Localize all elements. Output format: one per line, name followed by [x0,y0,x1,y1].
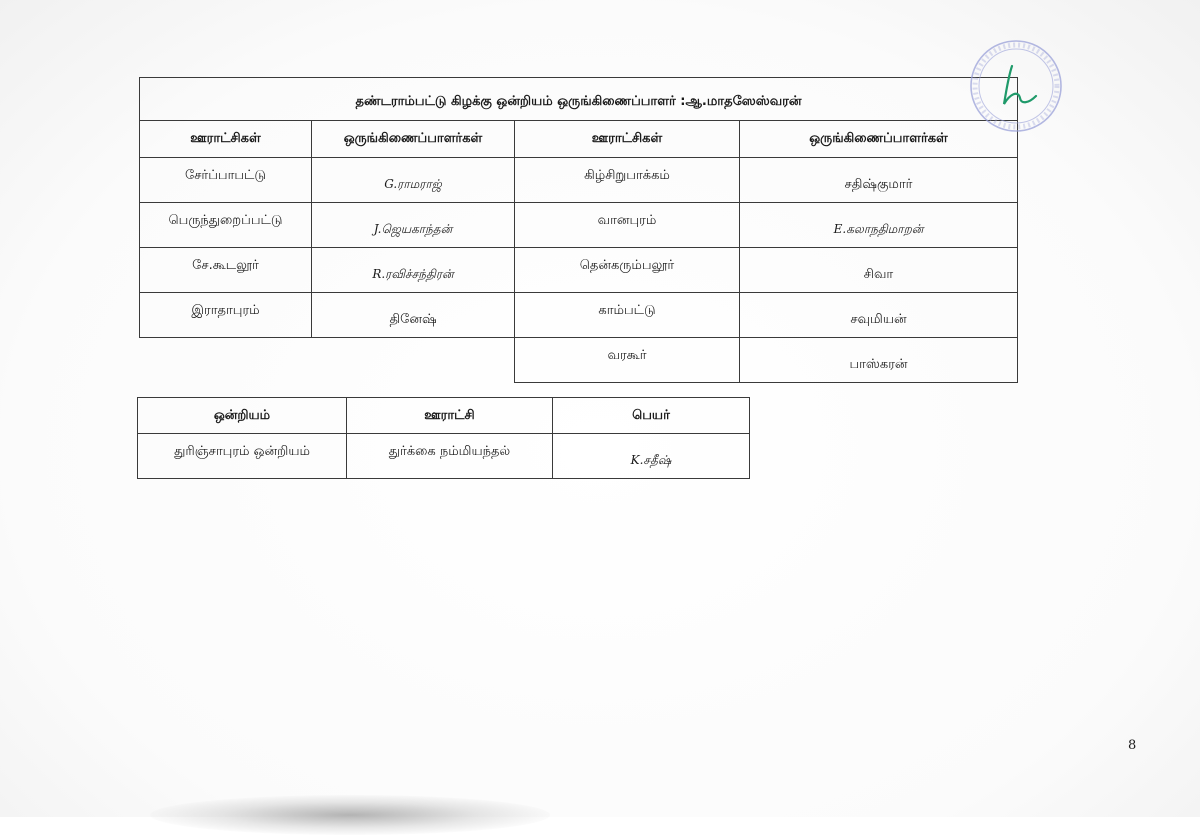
scan-shadow [150,795,550,835]
page-number: 8 [1128,738,1137,753]
column-header: பெயர் [553,398,750,434]
column-header: ஊராட்சிகள் [140,121,312,158]
panchayat-cell: துர்க்கை நம்மியந்தல் [347,434,553,479]
panchayat-cell: சேர்ப்பாபட்டு [140,158,312,203]
empty-cell [140,338,312,383]
coordinator-cell: சவுமியன் [740,293,1018,338]
union-table [137,397,750,479]
empty-cell [312,338,515,383]
panchayat-cell: வரகூர் [515,338,740,383]
signature-icon [1004,66,1036,104]
panchayat-cell: வானபுரம் [515,203,740,248]
table-row [140,203,1018,248]
column-header: ஒருங்கிணைப்பாளர்கள் [740,121,1018,158]
column-header: ஊராட்சிகள் [515,121,740,158]
table-row [140,293,1018,338]
panchayat-cell: சே.கூடலூர் [140,248,312,293]
coordinators-table [139,77,1018,383]
panchayat-cell: பெருந்துறைப்பட்டு [140,203,312,248]
official-seal-icon [968,38,1064,134]
table-row [140,248,1018,293]
panchayat-cell: கிழ்சிறுபாக்கம் [515,158,740,203]
table-row [138,434,750,479]
column-header: ஒருங்கிணைப்பாளர்கள் [312,121,515,158]
table-title-row [140,78,1018,121]
coordinator-cell: E.கலாநதிமாறன் [740,203,1018,248]
panchayat-cell: தென்கரும்பலூர் [515,248,740,293]
coordinator-cell: G.ராமராஜ் [312,158,515,203]
table-row [140,338,1018,383]
union-cell: துரிஞ்சாபுரம் ஒன்றியம் [138,434,347,479]
table-title: தண்டராம்பட்டு கிழக்கு ஒன்றியம் ஒருங்கிணைப்பாளர் :ஆ.மாதஸேஸ்வரன் [140,78,1018,121]
coordinator-cell: பாஸ்கரன் [740,338,1018,383]
name-cell: K.சதீஷ் [553,434,750,479]
coordinator-cell: J.ஜெயகாந்தன் [312,203,515,248]
seal-stamp [971,41,1061,131]
panchayat-cell: காம்பட்டு [515,293,740,338]
coordinator-cell: தினேஷ் [312,293,515,338]
column-header: ஒன்றியம் [138,398,347,434]
coordinator-cell: R.ரவிச்சந்திரன் [312,248,515,293]
panchayat-cell: இராதாபுரம் [140,293,312,338]
table-header-row [140,121,1018,158]
table-header-row [138,398,750,434]
coordinator-cell: சதிஷ்குமார் [740,158,1018,203]
coordinator-cell: சிவா [740,248,1018,293]
table-row [140,158,1018,203]
column-header: ஊராட்சி [347,398,553,434]
